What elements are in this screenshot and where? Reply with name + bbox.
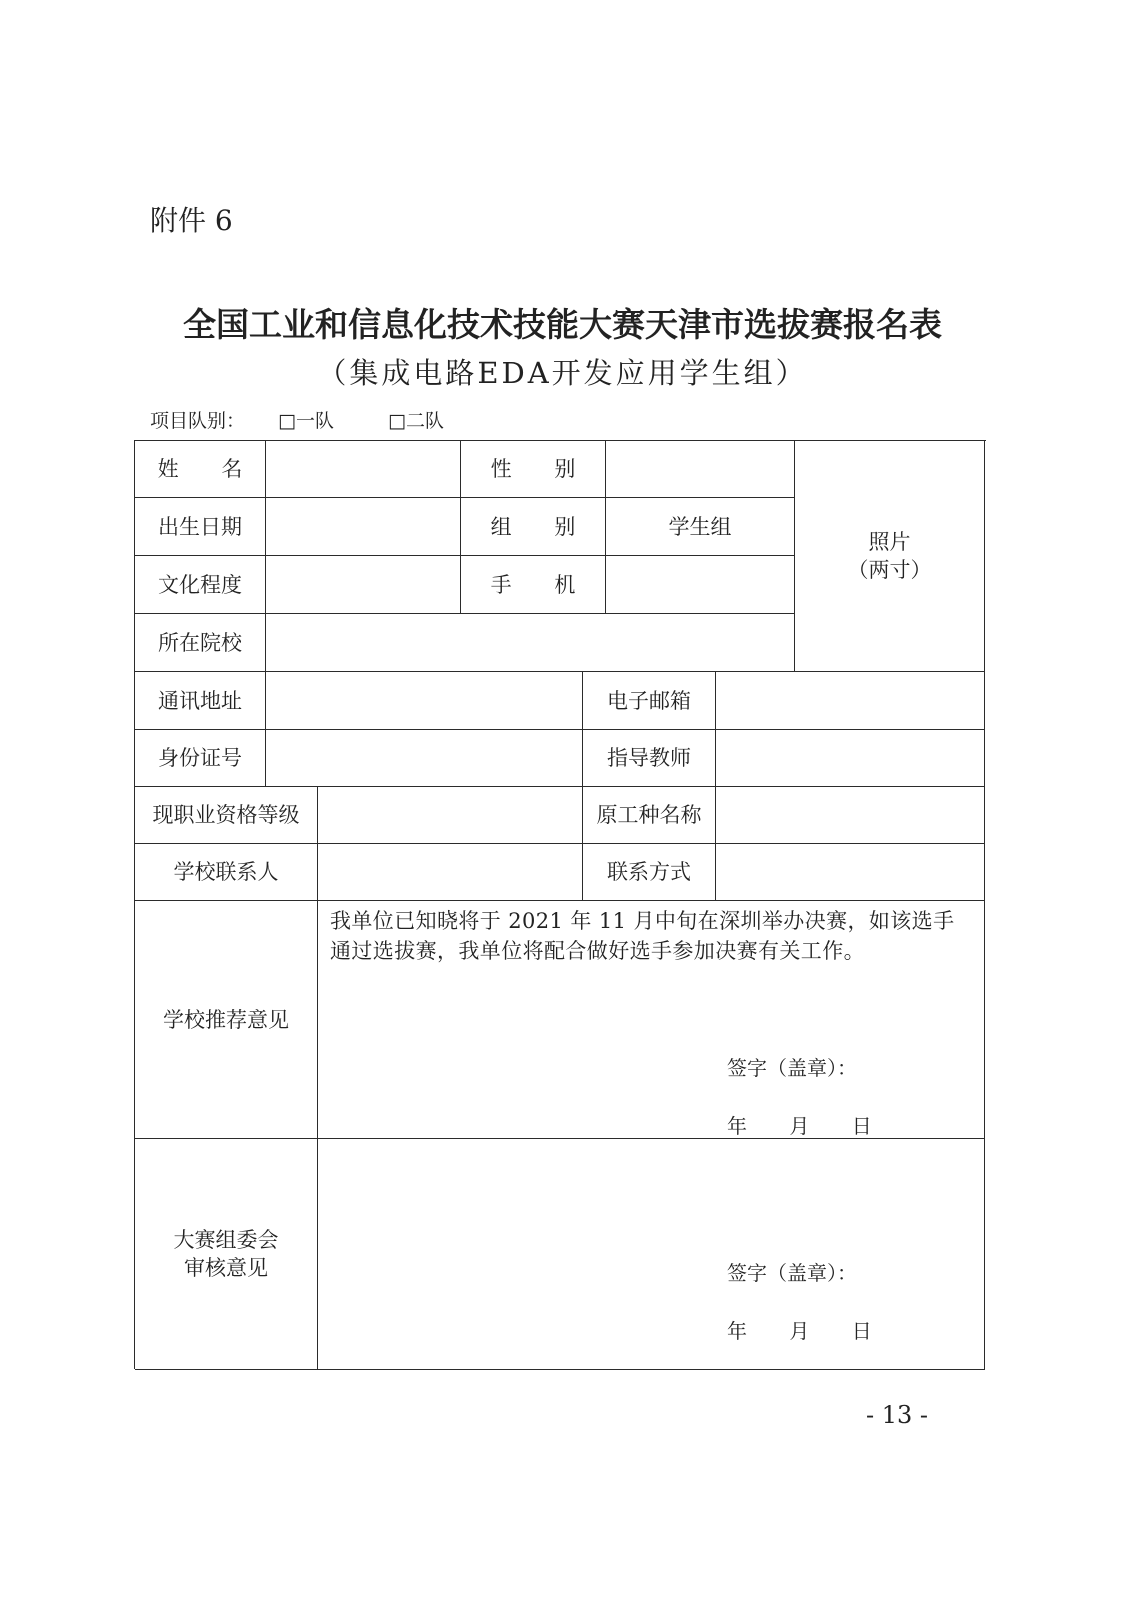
document-subtitle: （集成电路EDA开发应用学生组） bbox=[317, 356, 808, 390]
birth-date-value-cell bbox=[266, 498, 461, 556]
gender-value-cell bbox=[606, 441, 795, 498]
contact-method-value-cell bbox=[716, 844, 985, 901]
page-number: - 13 - bbox=[866, 1401, 929, 1429]
address-value-cell bbox=[266, 672, 583, 730]
team-option-two: □二队 bbox=[388, 410, 444, 432]
id-number-value-cell bbox=[266, 730, 583, 787]
school-signature-label: 签字（盖章）： bbox=[727, 1056, 857, 1080]
birth-date-label: 出生日期 bbox=[135, 498, 266, 556]
phone-label: 手 机 bbox=[461, 556, 606, 614]
school-value-cell bbox=[266, 614, 795, 672]
name-label: 姓 名 bbox=[135, 441, 266, 498]
committee-label-line2: 审核意见 bbox=[184, 1256, 268, 1280]
school-opinion-label: 学校推荐意见 bbox=[135, 901, 318, 1139]
team-option-one: □一队 bbox=[278, 410, 334, 432]
school-opinion-text: 我单位已知晓将于 2021 年 11 月中旬在深圳举办决赛，如该选手通过选拔赛，我单位将配合做好选手参加决赛有关工作。 bbox=[330, 909, 955, 963]
school-date-label: 年 月 日 bbox=[727, 1114, 872, 1138]
email-label: 电子邮箱 bbox=[583, 672, 716, 730]
committee-signature-label: 签字（盖章）： bbox=[727, 1261, 857, 1285]
document-title: 全国工业和信息化技术技能大赛天津市选拔赛报名表 bbox=[183, 305, 942, 344]
contact-person-value-cell bbox=[318, 844, 583, 901]
email-value-cell bbox=[716, 672, 985, 730]
registration-form-table bbox=[134, 440, 986, 1369]
qualification-label: 现职业资格等级 bbox=[135, 787, 318, 844]
photo-cell bbox=[795, 441, 985, 672]
education-value-cell bbox=[266, 556, 461, 614]
school-opinion-cell bbox=[318, 901, 985, 1139]
teacher-value-cell bbox=[716, 730, 985, 787]
group-value: 学生组 bbox=[606, 498, 795, 556]
photo-size-label: （两寸） bbox=[847, 558, 932, 582]
committee-opinion-label bbox=[135, 1139, 318, 1370]
committee-opinion-cell bbox=[318, 1139, 985, 1370]
gender-label: 性 别 bbox=[461, 441, 606, 498]
committee-date-label: 年 月 日 bbox=[727, 1319, 872, 1343]
trade-label: 原工种名称 bbox=[583, 787, 716, 844]
name-value-cell bbox=[266, 441, 461, 498]
photo-label: 照片 bbox=[868, 530, 911, 554]
qualification-value-cell bbox=[318, 787, 583, 844]
group-label: 组 别 bbox=[461, 498, 606, 556]
committee-label-line1: 大赛组委会 bbox=[173, 1228, 279, 1252]
contact-method-label: 联系方式 bbox=[583, 844, 716, 901]
education-label: 文化程度 bbox=[135, 556, 266, 614]
team-label: 项目队别： bbox=[150, 410, 246, 432]
id-number-label: 身份证号 bbox=[135, 730, 266, 787]
school-label: 所在院校 bbox=[135, 614, 266, 672]
teacher-label: 指导教师 bbox=[583, 730, 716, 787]
trade-value-cell bbox=[716, 787, 985, 844]
attachment-label: 附件 6 bbox=[150, 204, 233, 237]
address-label: 通讯地址 bbox=[135, 672, 266, 730]
contact-person-label: 学校联系人 bbox=[135, 844, 318, 901]
phone-value-cell bbox=[606, 556, 795, 614]
